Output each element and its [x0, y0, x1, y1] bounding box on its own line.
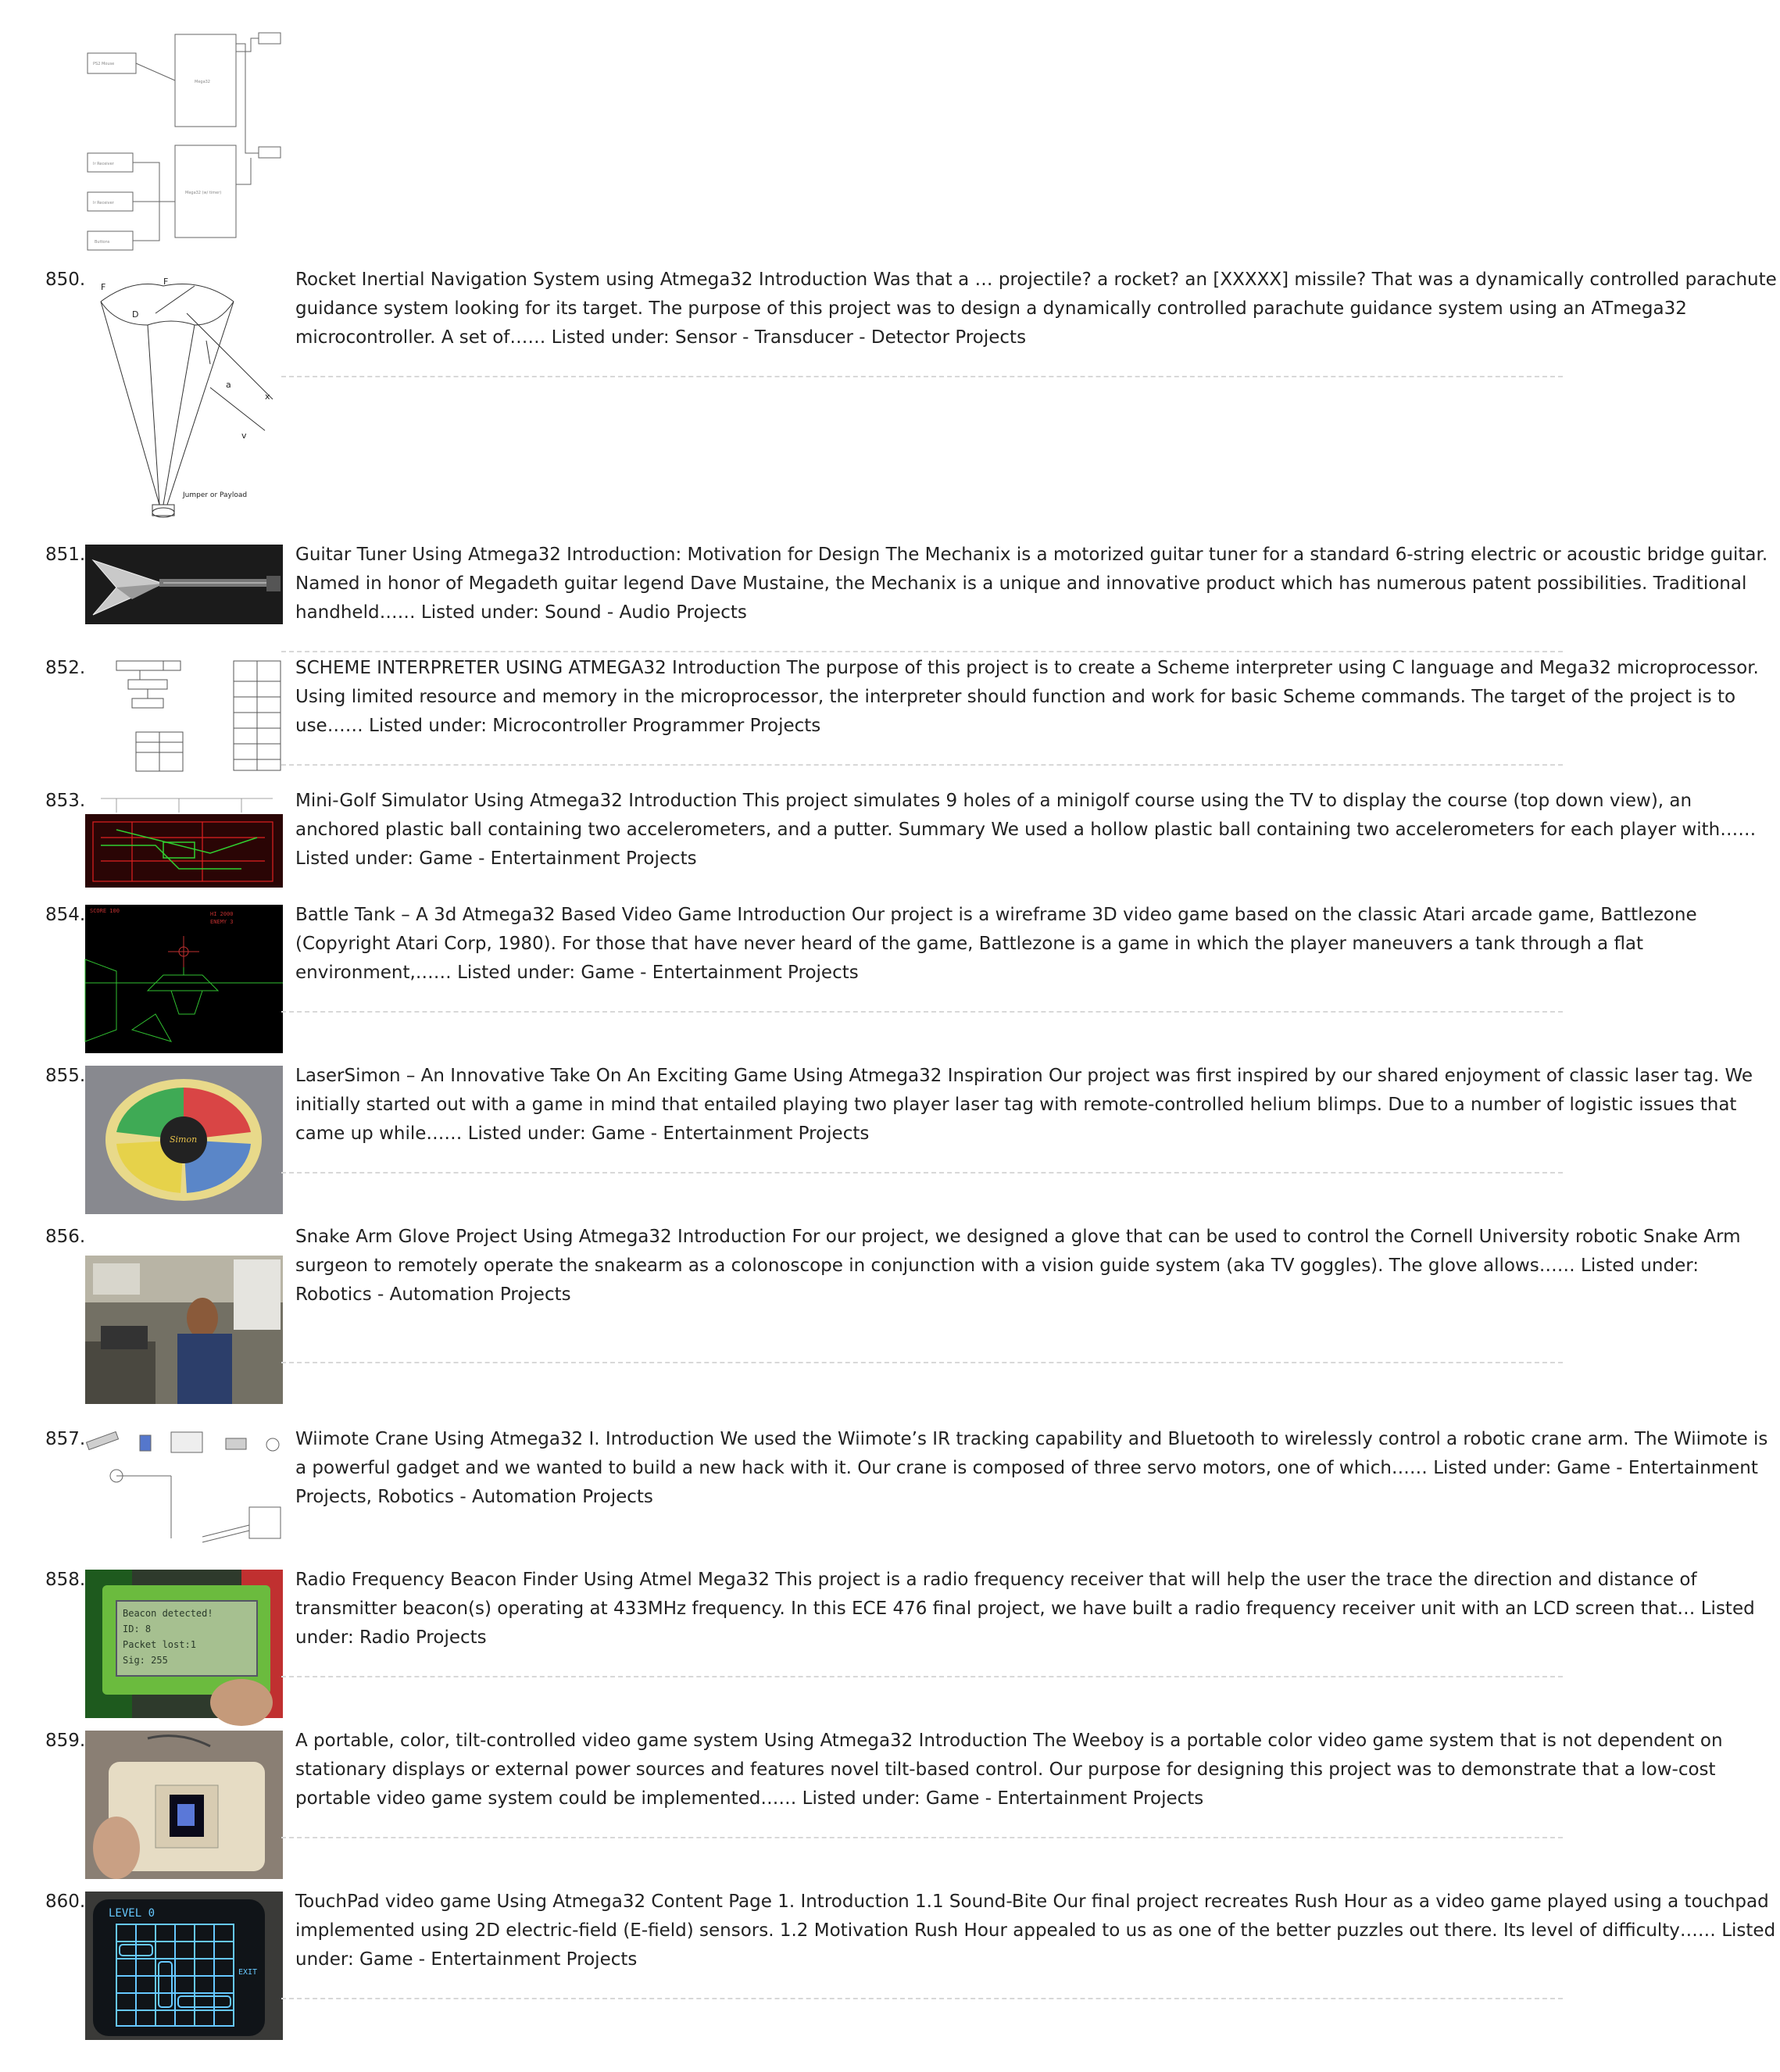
weeboy-photo-thumbnail[interactable] [85, 1731, 283, 1879]
item-number: 853. [45, 791, 86, 811]
rocket-diagram-thumbnail[interactable] [85, 270, 283, 530]
item-divider [281, 376, 1563, 377]
touchpad-game-thumbnail[interactable] [85, 1892, 283, 2040]
item-description[interactable]: Snake Arm Glove Project Using Atmega32 Introduction For our project, we designed a glove that can be used to control the Cornell University robotic Snake Arm surgeon to remotely operate the snakearm as a colonoscope in conjunction with a vision guide system (aka TV goggles). The glove allows…… Listed under: Robotics - Automation Projects [295, 1227, 1741, 1305]
item-description[interactable]: LaserSimon – An Innovative Take On An Exciting Game Using Atmega32 Inspiration Our project was first inspired by our shared enjoyment of classic laser tag. We initially started out with a game in mind that entailed playing two player laser tag with remote-controlled helium blimps. Due to a number of logistic issues that came up while…… Listed under: Game - Entertainment Projects [295, 1066, 1753, 1144]
item-number: 854. [45, 905, 86, 925]
wiimote-crane-diagram-thumbnail[interactable] [85, 1429, 283, 1546]
item-description[interactable]: Mini-Golf Simulator Using Atmega32 Introduction This project simulates 9 holes of a minigolf course using the TV to display the course (top down view), an anchored plastic ball containing two accelerometers, and a putter. Summary We used a hollow plastic ball containing two accelerometers for each player with…… Listed under: Game - Entertainment Projects [295, 791, 1757, 869]
item-divider [281, 1362, 1563, 1363]
svg-text:F: F [163, 277, 169, 287]
lcd-line-2: ID: 8 [123, 1624, 152, 1634]
item-divider [281, 764, 1563, 766]
item-description[interactable]: Rocket Inertial Navigation System using Atmega32 Introduction Was that a … projectile? a rocket? an [XXXXX] missile? That was a dynamically controlled parachute guidance system looking for its target. The purpose of this project was to design a dynamically controlled parachute guidance system using an ATmega32 microcontroller. A set of…… Listed under: Sensor - Transducer - Detector Projects [295, 270, 1777, 348]
item-number: 855. [45, 1066, 86, 1086]
item-description[interactable]: Guitar Tuner Using Atmega32 Introduction: Motivation for Design The Mechanix is a motorized guitar tuner for a standard 6-string electric or acoustic bridge guitar. Named in honor of Megadeth guitar legend Dave Mustaine, the Mechanix is a unique and innovative product which has numerous patent possibilities. Traditional handheld…… Listed under: Sound - Audio Projects [295, 545, 1768, 623]
item-number: 850. [45, 270, 86, 290]
item-number: 856. [45, 1227, 86, 1247]
lcd-receiver-photo-thumbnail[interactable] [85, 1570, 283, 1718]
touchpad-level-label: LEVEL 0 [109, 1907, 155, 1920]
item-description[interactable]: Battle Tank – A 3d Atmega32 Based Video Game Introduction Our project is a wireframe 3D video game based on the classic Atari arcade game, Battlezone (Copyright Atari Corp, 1980). For those that have never heard of the game, Battlezone is a game in which the player maneuvers a tank through a flat environment,…… Listed under: Game - Entertainment Projects [295, 905, 1697, 983]
scheme-diagram-thumbnail[interactable] [85, 658, 283, 775]
snake-arm-photo-thumbnail[interactable] [85, 1256, 283, 1404]
item-number: 859. [45, 1731, 86, 1751]
svg-text:D: D [132, 309, 139, 320]
item-description[interactable]: Radio Frequency Beacon Finder Using Atmel Mega32 This project is a radio frequency receiver that will help the user the trace the direction and distance of transmitter beacon(s) operating at 433MHz frequency. In this ECE 476 final project, we have built a radio frequency receiver unit with an LCD screen that… Listed under: Radio Projects [295, 1570, 1755, 1648]
item-description[interactable]: SCHEME INTERPRETER USING ATMEGA32 Introduction The purpose of this project is to create a Scheme interpreter using C language and Mega32 microprocessor. Using limited resource and memory in the microprocessor, the interpreter should function and work for basic Scheme commands. The target of the project is to use…… Listed under: Microcontroller Programmer Projects [295, 658, 1759, 736]
item-divider [281, 1172, 1563, 1174]
item-description[interactable]: TouchPad video game Using Atmega32 Content Page 1. Introduction 1.1 Sound-Bite Our final project recreates Rush Hour as a video game played using a touchpad implemented using 2D electric-field (E-field) sensors. 1.2 Motivation Rush Hour appealed to us as one of the better puzzles out there. Its level of difficulty…… Listed under: Game - Entertainment Projects [295, 1892, 1776, 1970]
svg-text:Buttons: Buttons [95, 240, 110, 245]
svg-text:v: v [241, 430, 247, 441]
svg-text:a: a [226, 380, 231, 390]
touchpad-exit-label: EXIT [238, 1968, 258, 1977]
item-number: 852. [45, 658, 86, 678]
item-number: 857. [45, 1429, 86, 1449]
item-description[interactable]: Wiimote Crane Using Atmega32 I. Introduction We used the Wiimote’s IR tracking capability and Bluetooth to wirelessly control a robotic crane arm. The Wiimote is a powerful gadget and we wanted to build a new hack with it. Our crane is composed of three servo motors, one of which…… Listed under: Game - Entertainment Projects, Robotics - Automation Projects [295, 1429, 1768, 1507]
svg-text:x: x [265, 391, 270, 402]
svg-text:Mega32: Mega32 [195, 80, 210, 84]
lcd-line-4: Sig: 255 [123, 1655, 168, 1666]
item-number: 851. [45, 545, 86, 565]
block-diagram-thumbnail[interactable] [85, 28, 283, 256]
lcd-line-3: Packet lost:1 [123, 1639, 196, 1650]
item-number: 858. [45, 1570, 86, 1590]
svg-text:Ir Receiver: Ir Receiver [93, 201, 114, 205]
item-divider [281, 1837, 1563, 1838]
simon-game-thumbnail[interactable] [85, 1066, 283, 1214]
item-divider [281, 1998, 1563, 1999]
svg-text:F: F [101, 282, 106, 292]
guitar-thumbnail[interactable] [85, 545, 283, 624]
svg-text:ENEMY 3: ENEMY 3 [210, 919, 234, 925]
pcb-thumbnail[interactable] [85, 791, 283, 888]
svg-text:Mega32 (w/ timer): Mega32 (w/ timer) [185, 191, 222, 195]
item-divider [281, 651, 1563, 652]
item-description[interactable]: A portable, color, tilt-controlled video game system Using Atmega32 Introduction The Weeboy is a portable color video game system that is not dependent on stationary displays or external power sources and features novel tilt-based control. Our purpose for designing this project was to demonstrate that a low-cost portable video game system could be implemented…… Listed under: Game - Entertainment Projects [295, 1731, 1723, 1809]
svg-text:Ir Receiver: Ir Receiver [93, 162, 114, 166]
wireframe-game-thumbnail[interactable] [85, 905, 283, 1053]
svg-text:PS2 Mouse: PS2 Mouse [93, 62, 115, 66]
lcd-line-1: Beacon detected! [123, 1608, 213, 1619]
svg-text:SCORE 100: SCORE 100 [90, 908, 120, 914]
item-divider [281, 1676, 1563, 1677]
item-divider [281, 1011, 1563, 1013]
simon-logo: Simon [170, 1134, 198, 1145]
item-number: 860. [45, 1892, 86, 1912]
svg-text:HI 2000: HI 2000 [210, 911, 234, 917]
payload-label: Jumper or Payload [183, 491, 248, 499]
